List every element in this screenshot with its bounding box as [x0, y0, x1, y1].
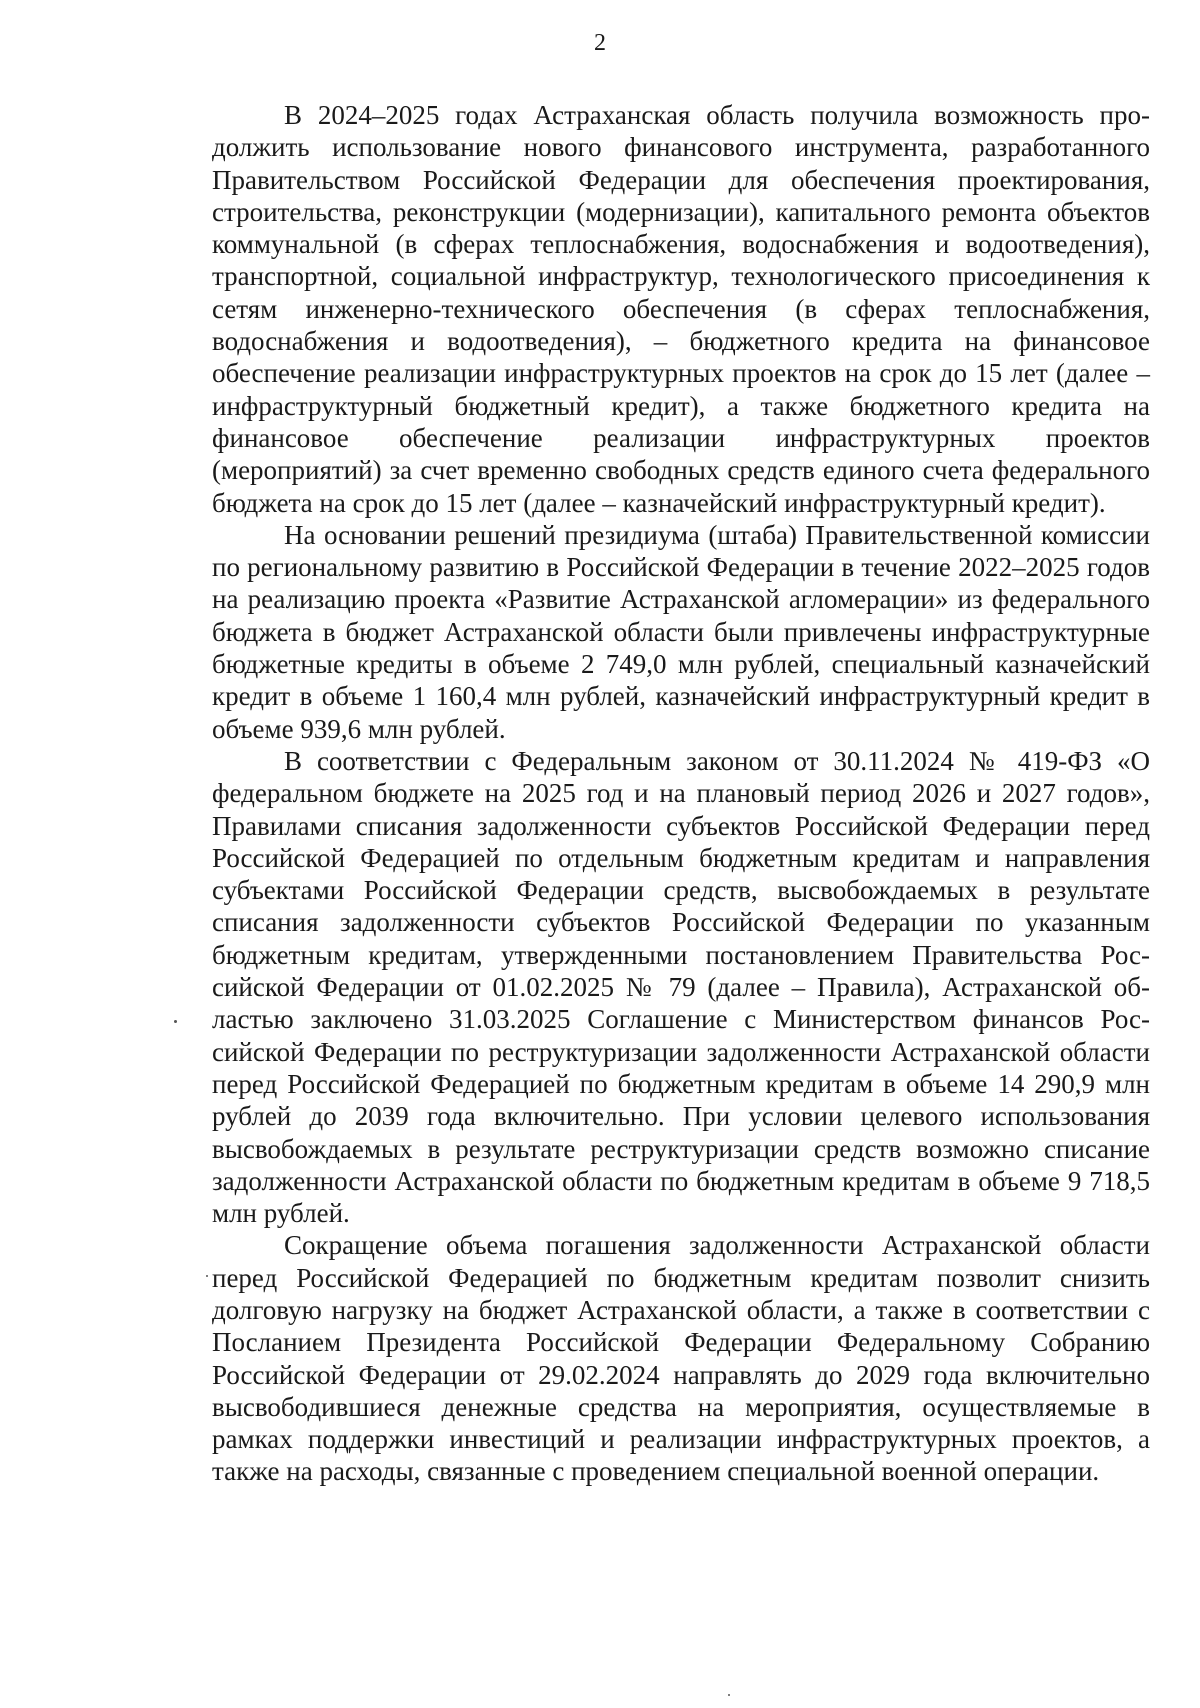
- page-number: 2: [594, 30, 606, 56]
- scan-speck: [206, 1275, 208, 1277]
- paragraph-agglomeration-credits: На основании решений президиума (штаба) Правительственной комиссии по региональному развитию в Российской Федерации в течение 2022–2025 годов на реализацию проекта «Развитие Астраханской агломерации» из федерального бюджета в бюджет Астраханской области были привлечены инфраструктурные бюджетные кредиты в объеме 2 749,0 млн рублей, специальный казначейский кредит в объеме 1 160,4 млн рублей, казначейский инфраструктурный кредит в объеме 939,6 млн рублей.: [212, 519, 1150, 744]
- paragraph-debt-reduction: Сокращение объема погашения задолженности Астраханской области перед Российской Федерацией по бюджетным кредитам позволит снизить долговую нагрузку на бюджет Астраханской области, а также в соответствии с Посланием Президента Российской Федерации Федеральному Собранию Российской Федерации от 29.02.2024 направлять до 2029 года включительно высвободившиеся денежные средства на мероприятия, осуществляемые в рамках поддержки инвестиций и реализации инфраструктурных проектов, а также на расходы, связанные с проведением специальной военной операции.: [212, 1230, 1150, 1487]
- document-body: [212, 99, 1150, 1488]
- scan-speck: [728, 1694, 730, 1696]
- paragraph-debt-restructuring: В соответствии с Федеральным законом от 30.11.2024 № 419-ФЗ «О федеральном бюджете на 2025 год и на плановый период 2026 и 2027 годов», Правилами списания задолженности субъектов Российской Федерации перед Российской Федерацией по отдельным бюджетным кредитам и направления субъектами Российской Федерации средств, высвобождаемых в результате списания задолженности субъектов Российской Федерации по указанным бюджетным кредитам, утвержденными постановлением Правительства Российской Федерации от 01.02.2025 № 79 (далее – Правила), Астраханской областью заключено 31.03.2025 Соглашение с Министерством финансов Российской Федерации по реструктуризации задолженности Астраханской области перед Российской Федерацией по бюджетным кредитам в объеме 14 290,9 млн рублей до 2039 года включительно. При условии целевого использования высвобождаемых в результате реструктуризации средств возможно списание задолженности Астраханской области по бюджетным кредитам в объеме 9 718,5 млн рублей.: [212, 745, 1150, 1229]
- paragraph-infrastructure-credit: В 2024–2025 годах Астраханская область получила возможность продолжить использование нового финансового инструмента, разработанного Правительством Российской Федерации для обеспечения проектирования, строительства, реконструкции (модернизации), капитального ремонта объектов коммунальной (в сферах теплоснабжения, водоснабжения и водоотведения), транспортной, социальной инфраструктур, технологического присоединения к сетям инженерно-технического обеспечения (в сферах теплоснабжения, водоснабжения и водоотведения), – бюджетного кредита на финансовое обеспечение реализации инфраструктурных проектов на срок до 15 лет (далее – инфраструктурный бюджетный кредит), а также бюджетного кредита на финансовое обеспечение реализации инфраструктурных проектов (мероприятий) за счет временно свободных средств единого счета федерального бюджета на срок до 15 лет (далее – казначейский инфраструктурный кредит).: [212, 100, 1150, 518]
- scan-speck: [174, 1020, 177, 1023]
